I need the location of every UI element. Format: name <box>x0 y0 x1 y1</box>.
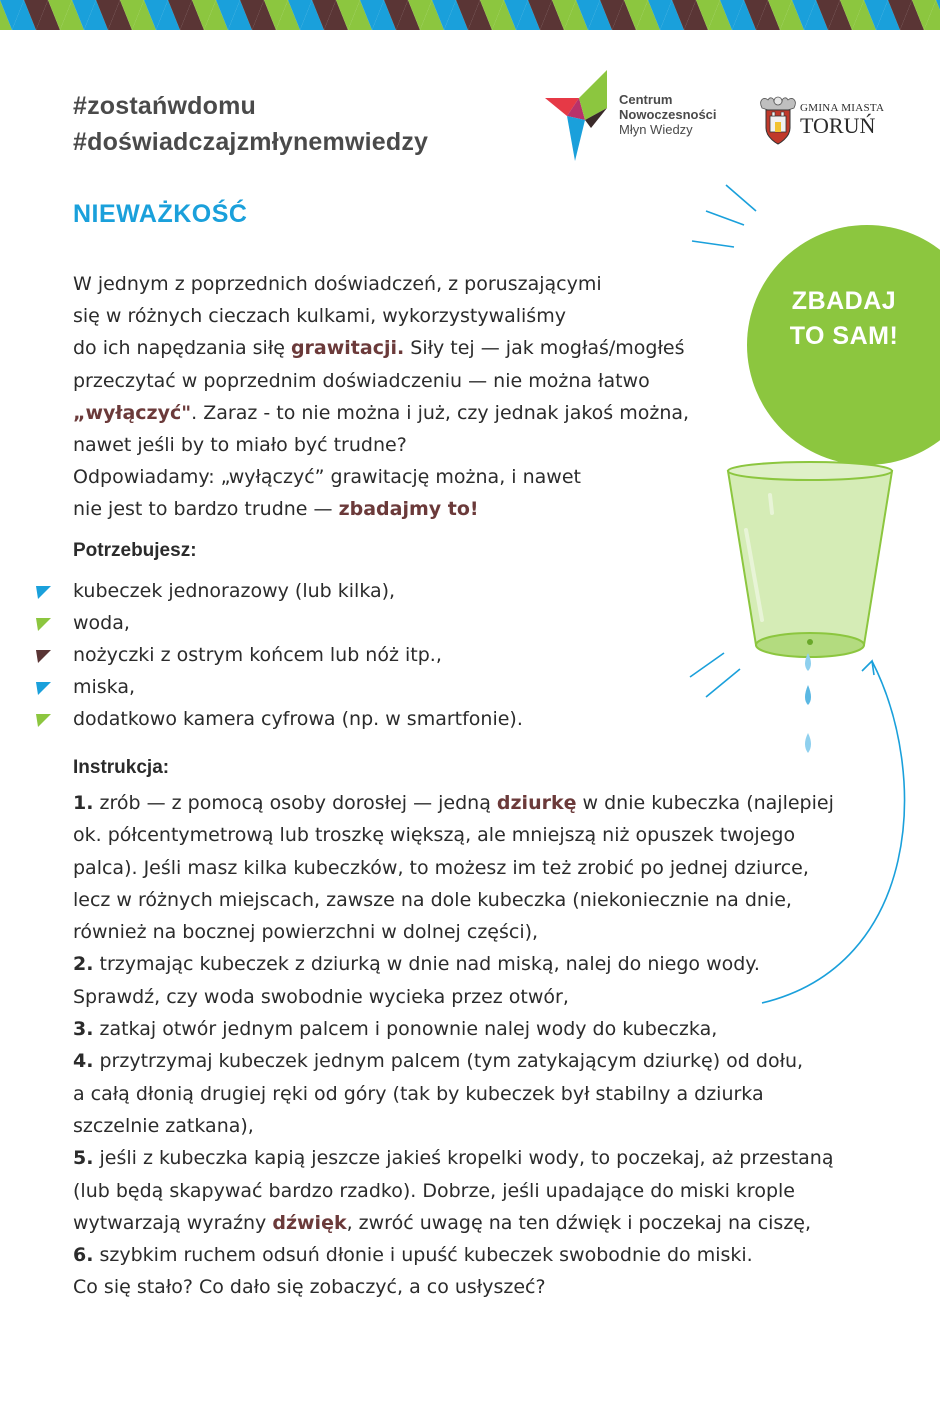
step-number: 4. <box>73 1050 94 1073</box>
needs-item <box>73 703 523 735</box>
needs-item <box>73 575 523 607</box>
highlighted-term: dźwięk <box>272 1211 347 1234</box>
torun-logo-text <box>800 102 884 137</box>
logo-line-mlyn-wiedzy: Młyn Wiedzy <box>619 122 693 137</box>
hashtags <box>73 88 428 160</box>
text-segment: (lub będą skapywać bardzo rzadko). Dobrze, jeśli upadające do miski krople <box>73 1179 795 1202</box>
bullet-triangle-icon <box>36 584 52 600</box>
needs-list <box>73 575 523 735</box>
text-segment: palca). Jeśli masz kilka kubeczków, to możesz im też zrobić po jednej dziurce, <box>73 856 809 879</box>
centrum-nowoczesnosci-logo-icon <box>545 68 615 163</box>
text-line <box>73 1239 834 1271</box>
step-number: 1. <box>73 792 94 814</box>
text-segment: lecz w różnych miejscach, zawsze na dole kubeczka (niekoniecznie na dnie, <box>73 888 792 911</box>
text-segment: . Zaraz - to nie można i już, czy jednak jakoś można, <box>191 401 690 424</box>
text-segment: ok. półcentymetrową lub troszkę większą, ale mniejszą niż opuszek twojego <box>73 824 796 847</box>
instructions-heading: Instrukcja: <box>73 757 170 778</box>
needs-heading: Potrzebujesz: <box>73 540 197 561</box>
badge-line-1: ZBADAJ <box>791 287 897 315</box>
logo-line-nowoczesnosci: Nowoczesności <box>619 107 717 122</box>
text-line <box>73 1013 834 1045</box>
centrum-logo-text <box>619 92 717 137</box>
text-segment: zrób — z pomocą osoby dorosłej — jedną <box>93 792 497 814</box>
needs-item-text: miska, <box>73 676 136 698</box>
text-line <box>73 397 689 429</box>
text-line <box>73 268 689 300</box>
text-line <box>73 1045 834 1077</box>
step-number: 2. <box>73 953 94 976</box>
text-segment: Co się stało? Co dało się zobaczyć, a co usłyszeć? <box>73 1276 546 1299</box>
needs-item-text: dodatkowo kamera cyfrowa (np. w smartfonie). <box>73 708 523 730</box>
text-segment: się w różnych cieczach kulkami, wykorzystywaliśmy <box>73 305 566 328</box>
needs-item-text: woda, <box>73 612 130 634</box>
intro-paragraph <box>73 268 689 526</box>
step-number: 6. <box>73 1244 94 1267</box>
text-segment: , zwróć uwagę na ten dźwięk i poczekaj na ciszę, <box>346 1211 812 1234</box>
needs-item <box>73 607 523 639</box>
needs-item-text: kubeczek jednorazowy (lub kilka), <box>73 580 396 602</box>
text-line <box>73 461 689 493</box>
text-line <box>73 1078 834 1110</box>
highlighted-term: dziurkę <box>496 792 577 814</box>
text-segment: również na bocznej powierzchni w dolnej części), <box>73 921 539 944</box>
text-segment: W jednym z poprzednich doświadczeń, z poruszającymi <box>73 273 602 295</box>
text-segment: Odpowiadamy: „wyłączyć” grawitację można, i nawet <box>73 466 581 489</box>
bullet-triangle-icon <box>36 616 52 632</box>
text-line <box>73 1175 834 1207</box>
text-segment: Sprawdź, czy woda swobodnie wycieka przez otwór, <box>73 985 569 1008</box>
bullet-triangle-icon <box>36 680 52 696</box>
text-line <box>73 1271 834 1303</box>
text-segment: Siły tej — jak mogłaś/mogłeś <box>404 337 685 360</box>
hashtag-experiment: #doświadczajzmłynemwiedzy <box>73 128 429 156</box>
text-segment: przeczytać w poprzednim doświadczeniu — nie można łatwo <box>73 369 650 392</box>
text-segment: trzymając kubeczek z dziurką w dnie nad miską, nalej do niego wody. <box>93 953 760 976</box>
needs-item-text: nożyczki z ostrym końcem lub nóż itp., <box>73 644 442 666</box>
step-number: 5. <box>73 1147 94 1170</box>
bullet-triangle-icon <box>36 712 52 728</box>
text-segment: wytwarzają wyraźny <box>73 1211 273 1234</box>
text-line <box>73 493 689 525</box>
text-segment: w dnie kubeczka (najlepiej <box>576 792 834 814</box>
highlighted-term: grawitacji. <box>290 337 405 360</box>
text-segment: jeśli z kubeczka kapią jeszcze jakieś kropelki wody, to poczekaj, aż przestaną <box>93 1147 834 1170</box>
text-line <box>73 1142 834 1174</box>
text-segment: nie jest to bardzo trudne — <box>73 498 339 521</box>
badge-line-2: TO SAM! <box>789 322 899 350</box>
text-segment: zatkaj otwór jednym palcem i ponownie nalej wody do kubeczka, <box>93 1018 718 1041</box>
bullet-triangle-icon <box>36 648 52 664</box>
text-segment: nawet jeśli by to miało być trudne? <box>73 434 407 457</box>
torun-crest-icon <box>758 94 798 146</box>
text-line <box>73 1110 834 1142</box>
needs-item <box>73 639 523 671</box>
text-segment: a całą dłonią drugiej ręki od góry (tak by kubeczek był stabilny a dziurka <box>73 1082 764 1105</box>
text-segment: szczelnie zatkana), <box>73 1114 254 1137</box>
text-segment: szybkim ruchem odsuń dłonie i upuść kubeczek swobodnie do miski. <box>93 1244 753 1267</box>
step-number: 3. <box>73 1018 94 1041</box>
text-line <box>73 365 689 397</box>
text-segment: przytrzymaj kubeczek jednym palcem (tym zatykającym dziurkę) od dołu, <box>93 1050 804 1073</box>
text-line <box>73 1207 834 1239</box>
text-line <box>73 332 689 364</box>
triangle-border <box>0 0 940 32</box>
highlighted-term: zbadajmy to! <box>338 498 479 521</box>
cup-illustration-icon <box>680 175 940 1015</box>
torun-line-torun: TORUŃ <box>800 113 876 138</box>
page-title: NIEWAŻKOŚĆ <box>73 200 248 228</box>
torun-line-gmina: GMINA MIASTA <box>800 102 885 114</box>
text-line <box>73 429 689 461</box>
text-line <box>73 300 689 332</box>
logo-line-centrum: Centrum <box>619 92 673 107</box>
text-segment: do ich napędzania siłę <box>73 337 291 360</box>
highlighted-term: „wyłączyć" <box>73 401 192 424</box>
needs-item <box>73 671 523 703</box>
hashtag-stay-home: #zostańwdomu <box>73 92 256 120</box>
